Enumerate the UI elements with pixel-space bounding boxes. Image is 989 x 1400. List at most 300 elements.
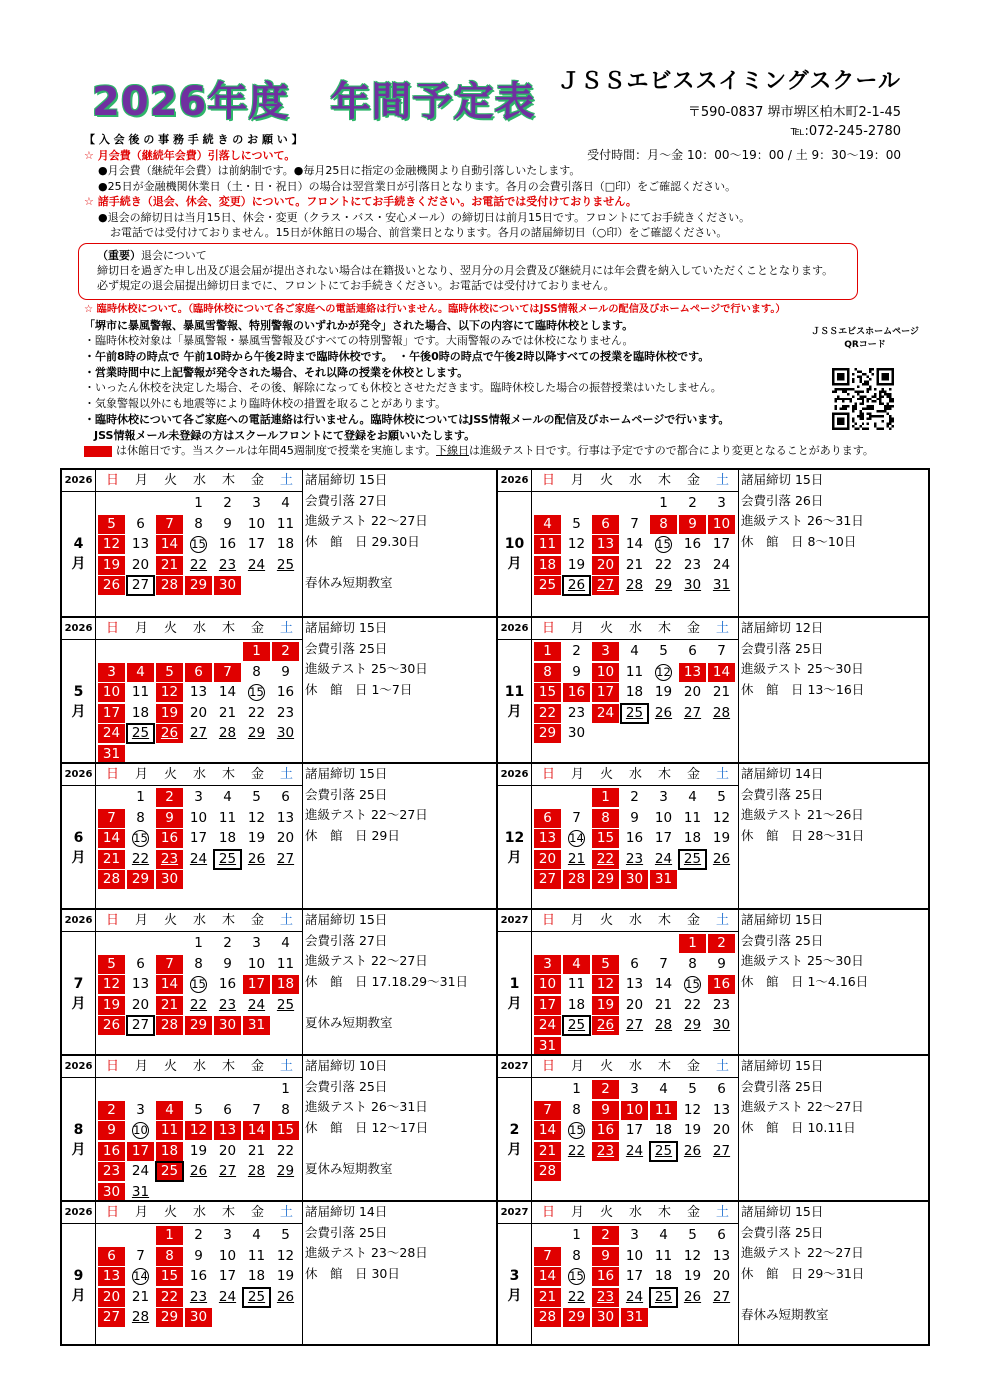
- calendar-day: 12: [592, 975, 619, 994]
- calendar-day: 14: [654, 976, 673, 992]
- weekday-header: [62, 470, 302, 492]
- fee-line: ●25日が金融機関休業日（土・日・祝日）の場合は翌営業日が引落日となります。各月の会費引落日（□印）をご確認ください。: [98, 179, 737, 193]
- calendar-day: 15: [592, 829, 619, 848]
- calendar-day: 5: [688, 1081, 697, 1097]
- calendar-day: 8: [194, 515, 203, 532]
- calendar-day: 21: [247, 1142, 266, 1159]
- calendar-day: 13: [276, 809, 295, 826]
- weekday-label: 水: [192, 473, 206, 488]
- weekday-label: 月: [134, 913, 148, 928]
- calendar-day: 17: [247, 536, 266, 552]
- calendar-day: 10: [218, 1247, 237, 1264]
- calendar-day: 9: [223, 955, 232, 972]
- calendar-day: 9: [98, 1121, 125, 1140]
- calendar-day: 13: [131, 976, 150, 992]
- weekday-label: 月: [570, 1205, 584, 1220]
- closure-line: ・午前8時の時点で 午前10時から午後2時まで臨時休校です。 ・午後0時の時点で午後2時以降すべての授業を臨時休校です。: [84, 350, 710, 364]
- weekday-label: 日: [105, 473, 119, 488]
- calendar-day: 10: [592, 663, 619, 682]
- weekday-label: 月: [134, 621, 148, 636]
- calendar-day: 1: [679, 934, 706, 953]
- weekday-label: 土: [715, 1059, 729, 1074]
- calendar-day: 26: [156, 724, 183, 743]
- calendar-day: 25: [127, 724, 154, 743]
- calendar-day: 19: [683, 1122, 702, 1138]
- calendar-day: 15: [685, 977, 700, 991]
- calendar-day: 24: [625, 1288, 644, 1305]
- calendar-day: 22: [189, 996, 208, 1013]
- weekday-header: [498, 910, 738, 932]
- calendar-day: 10: [247, 515, 266, 532]
- calendar-day: 9: [630, 809, 639, 826]
- calendar-day: 18: [247, 1268, 266, 1284]
- calendar-day: 30: [185, 1308, 212, 1327]
- calendar-day: 4: [127, 663, 154, 682]
- calendar-day: 17: [534, 996, 561, 1015]
- month-label: 6 月: [62, 786, 96, 910]
- qr-code-icon[interactable]: [832, 368, 894, 430]
- calendar-day: 28: [218, 725, 237, 741]
- calendar-day: 3: [136, 1101, 145, 1118]
- calendar-day: 28: [131, 1309, 150, 1325]
- weekday-label: 木: [657, 473, 671, 488]
- calendar-day: 11: [534, 535, 561, 554]
- fee-line: ●月会費（継続年会費）は前納制です。●毎月25日に指定の金融機関より自動引落しいたします。: [98, 164, 581, 177]
- month-block-3: [496, 1200, 930, 1344]
- calendar-day: 13: [625, 976, 644, 992]
- calendar-day: 16: [156, 829, 183, 848]
- month-block-11: [496, 616, 930, 762]
- weekday-label: 水: [192, 913, 206, 928]
- calendar-day: 18: [156, 1142, 183, 1161]
- postal-address: 〒590-0837 堺市堺区柏木町2-1-45: [687, 105, 901, 120]
- calendar-day: 15: [656, 537, 671, 551]
- calendar-day: 4: [252, 1227, 261, 1243]
- calendar-day: 13: [189, 684, 208, 700]
- calendar-day: 6: [223, 1101, 232, 1118]
- calendar-day: 27: [189, 725, 208, 741]
- calendar-day: 13: [131, 536, 150, 552]
- calendar-day: 1: [281, 1081, 290, 1097]
- calendar-day: 24: [98, 724, 125, 743]
- calendar-day: 16: [625, 830, 644, 846]
- calendar-day: 18: [683, 830, 702, 846]
- calendar-day: 25: [563, 1016, 590, 1035]
- calendar-day: 6: [136, 955, 145, 972]
- weekday-label: 日: [541, 473, 555, 488]
- weekday-label: 日: [105, 621, 119, 636]
- calendar-day: 14: [708, 663, 735, 682]
- calendar-day: 23: [592, 1142, 619, 1161]
- calendar-day: 21: [98, 850, 125, 869]
- legend-text: は進級テスト日です。行事は予定ですので都合により変更となることがあります。: [469, 444, 874, 458]
- calendar-day: 18: [272, 975, 299, 994]
- calendar-day: 15: [191, 977, 206, 991]
- important-notice-box: [78, 243, 858, 300]
- calendar-day: 12: [567, 536, 586, 552]
- calendar-day: 31: [131, 1183, 150, 1200]
- calendar-day: 7: [717, 643, 726, 659]
- weekday-label: 日: [541, 621, 555, 636]
- calendar-day: 29: [127, 870, 154, 889]
- calendar-day: 2: [708, 934, 735, 953]
- calendar-day: 31: [243, 1016, 270, 1035]
- year-label: 2027: [498, 910, 532, 932]
- weekday-label: 木: [221, 621, 235, 636]
- weekday-label: 日: [541, 767, 555, 782]
- calendar-day: 10: [534, 975, 561, 994]
- calendar-day: 1: [572, 1081, 581, 1097]
- school-name: ＪＳＳエビススイミングスクール: [557, 69, 901, 94]
- calendar-day: 14: [156, 975, 183, 994]
- calendar-day: 8: [281, 1101, 290, 1118]
- calendar-day: 6: [136, 515, 145, 532]
- month-block-4: [62, 470, 496, 616]
- calendar-day: 9: [156, 809, 183, 828]
- weekday-label: 水: [628, 473, 642, 488]
- weekday-label: 日: [541, 913, 555, 928]
- calendar-day: 23: [189, 1288, 208, 1305]
- calendar-day: 12: [98, 535, 125, 554]
- calendar-day: 2: [223, 935, 232, 951]
- calendar-day: 20: [625, 996, 644, 1013]
- closure-line: ・臨時休校対象は「暴風警報・暴風雪警報及びすべての特別警報」です。大雨警報のみでは休校になりません。: [84, 334, 634, 348]
- calendar-day: 21: [712, 684, 731, 700]
- calendar-day: 9: [592, 1247, 619, 1266]
- weekday-label: 木: [657, 767, 671, 782]
- weekday-label: 木: [221, 1205, 235, 1220]
- calendar-day: 5: [252, 789, 261, 805]
- year-label: 2026: [62, 764, 96, 786]
- calendar-day: 8: [194, 955, 203, 972]
- weekday-label: 日: [541, 1205, 555, 1220]
- month-block-5: [62, 616, 496, 762]
- weekday-label: 土: [279, 1059, 293, 1074]
- calendar-day: 8: [688, 955, 697, 972]
- weekday-header: [62, 1056, 302, 1078]
- calendar-day: 9: [717, 955, 726, 972]
- month-label: 4 月: [62, 492, 96, 616]
- calendar-day: 15: [569, 1269, 584, 1283]
- calendar-day: 9: [194, 1247, 203, 1264]
- year-label: 2026: [498, 470, 532, 492]
- calendar-day: 6: [534, 809, 561, 828]
- calendar-day: 20: [712, 1122, 731, 1138]
- calendar-day: 8: [592, 809, 619, 828]
- important-label: （重要）: [97, 249, 141, 262]
- weekday-label: 木: [221, 767, 235, 782]
- calendar-day: 21: [131, 1288, 150, 1305]
- weekday-label: 金: [250, 913, 264, 928]
- calendar-day: 19: [276, 1268, 295, 1284]
- calendar-day: 7: [156, 955, 183, 974]
- calendar-day: 22: [683, 996, 702, 1013]
- month-block-12: [496, 762, 930, 908]
- weekday-label: 火: [163, 621, 177, 636]
- calendar-day: 20: [712, 1268, 731, 1284]
- calendar-day: 28: [534, 1308, 561, 1327]
- weekday-label: 月: [134, 473, 148, 488]
- calendar-day: 3: [717, 495, 726, 511]
- month-schedule-info: 諸届締切 15日 会費引落 26日 進級テスト 26～31日 休 館 日 8～10日: [741, 472, 864, 549]
- calendar-day: 20: [131, 996, 150, 1013]
- calendar-day: 27: [127, 1016, 154, 1035]
- calendar-day: 2: [98, 1101, 125, 1120]
- calendar-day: 17: [218, 1268, 237, 1284]
- qr-label-line: ＪＳＳエビスホームページ: [811, 327, 919, 337]
- calendar-day: 19: [156, 704, 183, 723]
- weekday-label: 土: [715, 1205, 729, 1220]
- calendar-day: 29: [534, 724, 561, 743]
- calendar-day: 16: [276, 684, 295, 700]
- calendar-day: 12: [683, 1101, 702, 1118]
- weekday-label: 木: [657, 913, 671, 928]
- calendar-day: 27: [218, 1163, 237, 1179]
- calendar-day: 29: [185, 576, 212, 595]
- calendar-day: 30: [276, 725, 295, 741]
- calendar-day: 19: [592, 996, 619, 1015]
- weekday-header: [498, 618, 738, 640]
- calendar-day: 28: [156, 576, 183, 595]
- month-block-1: [496, 908, 930, 1054]
- calendar-day: 29: [563, 1308, 590, 1327]
- year-label: 2026: [62, 910, 96, 932]
- calendar-day: 4: [563, 955, 590, 974]
- calendar-day: 12: [156, 683, 183, 702]
- closure-line: 「堺市に暴風警報、暴風雪警報、特別警報のいずれかが発令」された場合、以下の内容にて臨時休校とします。: [84, 318, 634, 332]
- calendar-day: 20: [276, 830, 295, 846]
- weekday-label: 日: [105, 1205, 119, 1220]
- weekday-label: 金: [250, 473, 264, 488]
- month-schedule-info: 諸届締切 14日 会費引落 25日 進級テスト 23～28日 休 館 日 30日: [305, 1204, 428, 1281]
- calendar-day: 27: [592, 576, 619, 595]
- weekday-label: 日: [105, 767, 119, 782]
- calendar-day: 21: [654, 996, 673, 1013]
- calendar-day: 23: [218, 996, 237, 1013]
- weekday-label: 月: [134, 767, 148, 782]
- calendar-day: 24: [247, 996, 266, 1013]
- month-schedule-info: 諸届締切 15日 会費引落 25日 進級テスト 25～30日 休 館 日 1～7日: [305, 620, 428, 697]
- calendar-day: 1: [243, 642, 270, 661]
- calendar-day: 19: [98, 996, 125, 1015]
- calendar-day: 16: [592, 1267, 619, 1286]
- calendar-day: 15: [272, 1121, 299, 1140]
- weekday-label: 水: [628, 767, 642, 782]
- calendar-day: 24: [654, 850, 673, 867]
- calendar-day: 26: [683, 1288, 702, 1305]
- calendar-day: 26: [563, 576, 590, 595]
- weekday-header: [498, 764, 738, 786]
- weekday-label: 土: [279, 1205, 293, 1220]
- calendar-day: 6: [717, 1227, 726, 1243]
- weekday-header: [498, 1202, 738, 1224]
- calendar-day: 20: [683, 684, 702, 700]
- calendar-day: 29: [185, 1016, 212, 1035]
- weekday-label: 金: [250, 621, 264, 636]
- calendar-day: 11: [625, 663, 644, 680]
- legend-line: [84, 443, 984, 459]
- calendar-day: 15: [133, 831, 148, 845]
- calendar-day: 14: [218, 684, 237, 700]
- calendar-day: 23: [592, 1288, 619, 1307]
- calendar-day: 16: [189, 1268, 208, 1284]
- calendar-day: 16: [708, 975, 735, 994]
- calendar-day: 11: [650, 1101, 677, 1120]
- weekday-label: 火: [599, 913, 613, 928]
- calendar-day: 11: [654, 1247, 673, 1264]
- qr-label: [810, 326, 920, 352]
- calendar-day: 4: [223, 789, 232, 805]
- month-block-6: [62, 762, 496, 908]
- calendar-day: 29: [654, 577, 673, 593]
- calendar-day: 5: [194, 1101, 203, 1118]
- weekday-label: 木: [657, 621, 671, 636]
- calendar-day: 21: [156, 996, 183, 1015]
- calendar-day: 27: [712, 1288, 731, 1305]
- weekday-label: 土: [279, 913, 293, 928]
- year-label: 2026: [62, 1202, 96, 1224]
- calendar-day: 21: [156, 556, 183, 575]
- weekday-label: 日: [105, 913, 119, 928]
- calendar-day: 17: [243, 975, 270, 994]
- calendar-day: 22: [654, 556, 673, 573]
- calendar-day: 25: [650, 1288, 677, 1307]
- calendar-day: 14: [625, 536, 644, 552]
- calendar-day: 25: [276, 996, 295, 1013]
- weekday-label: 火: [599, 473, 613, 488]
- calendar-day: 26: [98, 576, 125, 595]
- weekday-header: [498, 470, 738, 492]
- calendar-day: 14: [243, 1121, 270, 1140]
- calendar-day: 12: [683, 1247, 702, 1264]
- weekday-label: 火: [599, 621, 613, 636]
- procedures-notice: [84, 132, 914, 241]
- calendar-day: 27: [276, 850, 295, 867]
- weekday-header: [62, 910, 302, 932]
- calendar-day: 4: [659, 1227, 668, 1243]
- month-block-8: [62, 1054, 496, 1200]
- calendar-day: 28: [534, 1162, 561, 1181]
- calendar-day: 11: [131, 684, 150, 700]
- calendar-day: 6: [281, 789, 290, 805]
- calendar-day: 15: [534, 683, 561, 702]
- weekday-label: 火: [163, 473, 177, 488]
- weekday-header: [62, 764, 302, 786]
- calendar-day: 4: [534, 515, 561, 534]
- month-schedule-info: 諸届締切 15日 会費引落 25日 進級テスト 22～27日 休 館 日 29～31日 春休み短期教室: [741, 1204, 865, 1322]
- calendar-day: 3: [534, 955, 561, 974]
- calendar-day: 10: [621, 1101, 648, 1120]
- calendar-day: 14: [569, 831, 584, 845]
- calendar-day: 11: [276, 515, 295, 532]
- calendar-day: 10: [654, 809, 673, 826]
- calendar-day: 15: [249, 685, 264, 699]
- notice-heading: 【 入 会 後 の 事 務 手 続 き の お 願 い 】: [84, 133, 303, 146]
- calendar-day: 28: [712, 704, 731, 721]
- calendar-day: 5: [572, 515, 581, 532]
- month-label: 8 月: [62, 1078, 96, 1202]
- calendar-day: 25: [534, 576, 561, 595]
- calendar-day: 29: [683, 1017, 702, 1033]
- calendar-day: 30: [156, 870, 183, 889]
- calendar-day: 26: [654, 704, 673, 721]
- month-label: 9 月: [62, 1224, 96, 1346]
- calendar-day: 2: [194, 1227, 203, 1243]
- calendar-day: 14: [534, 1267, 561, 1286]
- calendar-day: 22: [131, 850, 150, 867]
- month-block-9: [62, 1200, 496, 1344]
- weekday-label: 金: [250, 1059, 264, 1074]
- calendar-day: 5: [659, 643, 668, 659]
- calendar-day: 3: [659, 789, 668, 805]
- weekday-label: 金: [686, 1205, 700, 1220]
- important-line: 必ず規定の退会届提出締切日までに、フロントにてお手続きください。お電話では受付けておりません。: [97, 279, 615, 292]
- calendar-day: 9: [679, 515, 706, 534]
- calendar-day: 27: [127, 576, 154, 595]
- calendar-day: 13: [712, 1101, 731, 1118]
- weekday-label: 火: [163, 767, 177, 782]
- calendar-day: 13: [214, 1121, 241, 1140]
- calendar-day: 25: [276, 556, 295, 573]
- procedures-line: お電話では受付けておりません。15日が休館日の場合、前営業日となります。各月の諸届締切日（○印）をご確認ください。: [110, 226, 728, 239]
- calendar-day: 29: [276, 1163, 295, 1179]
- calendar-day: 4: [281, 495, 290, 511]
- calendar-day: 22: [534, 704, 561, 723]
- calendar-day: 19: [247, 830, 266, 846]
- weekday-label: 金: [686, 767, 700, 782]
- calendar-day: 5: [688, 1227, 697, 1243]
- calendar-day: 18: [534, 556, 561, 575]
- calendar-day: 19: [654, 684, 673, 700]
- calendar-day: 31: [621, 1308, 648, 1327]
- calendar-day: 17: [98, 704, 125, 723]
- calendar-day: 17: [654, 830, 673, 846]
- closure-line: ・臨時休校について各ご家庭への電話連絡は行いません。臨時休校についてはJSS情報メールの配信及びホームページで行います。: [84, 412, 730, 426]
- weekday-label: 水: [628, 1205, 642, 1220]
- calendar-day: 2: [223, 495, 232, 511]
- closure-line: ・営業時間中に上記警報が発令された場合、それ以降の授業を休校とします。: [84, 365, 469, 379]
- weekday-label: 水: [628, 913, 642, 928]
- calendar-day: 23: [567, 704, 586, 721]
- calendar-day: 6: [688, 643, 697, 659]
- calendar-day: 23: [98, 1162, 125, 1181]
- weekday-header: [62, 1202, 302, 1224]
- weekday-label: 月: [570, 767, 584, 782]
- calendar-day: 16: [218, 976, 237, 992]
- weekday-label: 日: [105, 1059, 119, 1074]
- year-label: 2026: [498, 618, 532, 640]
- calendar-day: 5: [156, 663, 183, 682]
- calendar-day: 24: [247, 556, 266, 573]
- weekday-label: 火: [599, 767, 613, 782]
- weekday-label: 土: [279, 767, 293, 782]
- calendar-day: 10: [247, 955, 266, 972]
- calendar-day: 4: [630, 643, 639, 659]
- calendar-day: 20: [592, 556, 619, 575]
- calendar-day: 26: [683, 1142, 702, 1159]
- calendar-day: 7: [572, 809, 581, 826]
- weekday-label: 土: [279, 473, 293, 488]
- calendar-day: 6: [630, 955, 639, 972]
- calendar-day: 20: [534, 850, 561, 869]
- calendar-day: 21: [625, 556, 644, 573]
- weekday-label: 木: [657, 1205, 671, 1220]
- closure-line: JSS情報メール未登録の方はスクールフロントにて登録をお願いいたします。: [94, 428, 476, 442]
- phone-number: ℡:072-245-2780: [790, 124, 901, 139]
- weekday-label: 土: [715, 767, 729, 782]
- calendar-day: 29: [592, 870, 619, 889]
- calendar-day: 16: [592, 1121, 619, 1140]
